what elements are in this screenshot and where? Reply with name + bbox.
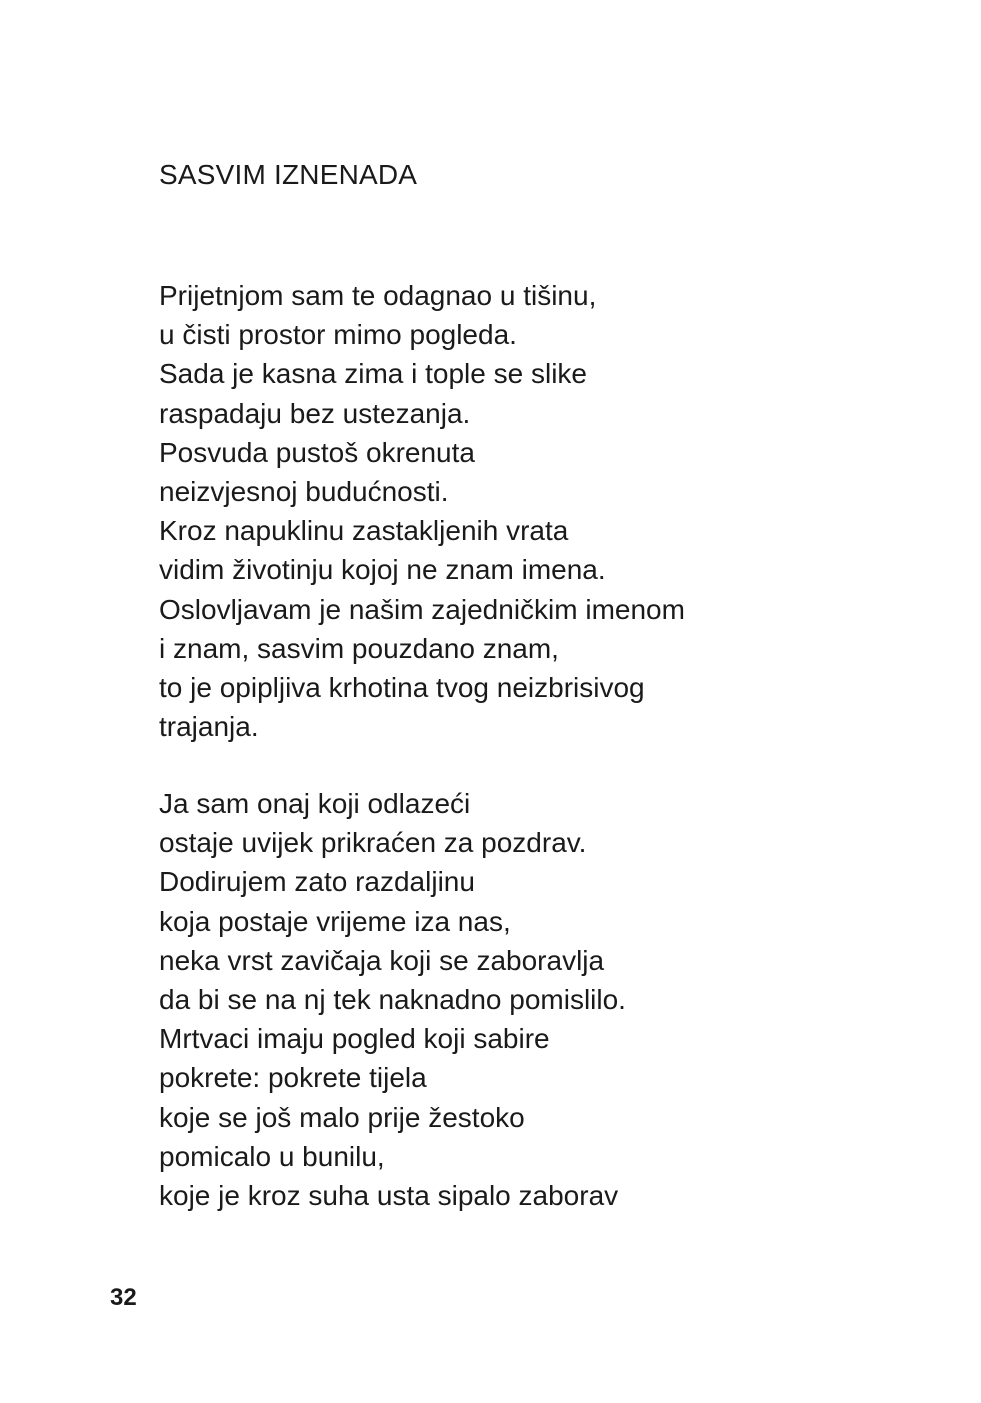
poem-line: ostaje uvijek prikraćen za pozdrav. <box>159 827 587 859</box>
poem-line: da bi se na nj tek naknadno pomislilo. <box>159 983 626 1015</box>
poem-line: Ja sam onaj koji odlazeći <box>159 788 471 819</box>
poem-line: koje se još malo prije žestoko <box>159 1101 525 1133</box>
poem-line: pokrete: pokrete tijela <box>159 1062 427 1094</box>
stanza-2 <box>159 784 626 1215</box>
poem-line: Prijetnjom sam te odagnao u tišinu, <box>159 280 597 311</box>
poem-line: Oslovljavam je našim zajedničkim imenom <box>159 593 685 625</box>
poem-line: neizvjesnoj budućnosti. <box>159 475 449 507</box>
poem-line: i znam, sasvim pouzdano znam, <box>159 632 559 664</box>
poem-line: raspadaju bez ustezanja. <box>159 397 471 429</box>
poem-line: Sada je kasna zima i tople se slike <box>159 358 587 390</box>
poem-line: u čisti prostor mimo pogleda. <box>159 319 517 351</box>
poem-title: SASVIM IZNENADA <box>159 159 418 190</box>
poem-line: Posvuda pustoš okrenuta <box>159 436 475 468</box>
page-number: 32 <box>110 1284 137 1311</box>
poem-line: trajanja. <box>159 711 259 743</box>
poem-line: koje je kroz suha usta sipalo zaborav <box>159 1179 619 1211</box>
poem-line: pomicalo u bunilu, <box>159 1140 385 1172</box>
poem-line: koja postaje vrijeme iza nas, <box>159 905 511 937</box>
poem-line: vidim životinju kojoj ne znam imena. <box>159 554 606 586</box>
poem-line: to je opipljiva krhotina tvog neizbrisivog <box>159 671 645 703</box>
poem-line: neka vrst zavičaja koji se zaboravlja <box>159 944 605 976</box>
stanza-1 <box>159 276 685 746</box>
poem-line: Kroz napuklinu zastakljenih vrata <box>159 515 569 547</box>
poem-line: Mrtvaci imaju pogled koji sabire <box>159 1023 550 1055</box>
poem-line: Dodirujem zato razdaljinu <box>159 866 475 898</box>
